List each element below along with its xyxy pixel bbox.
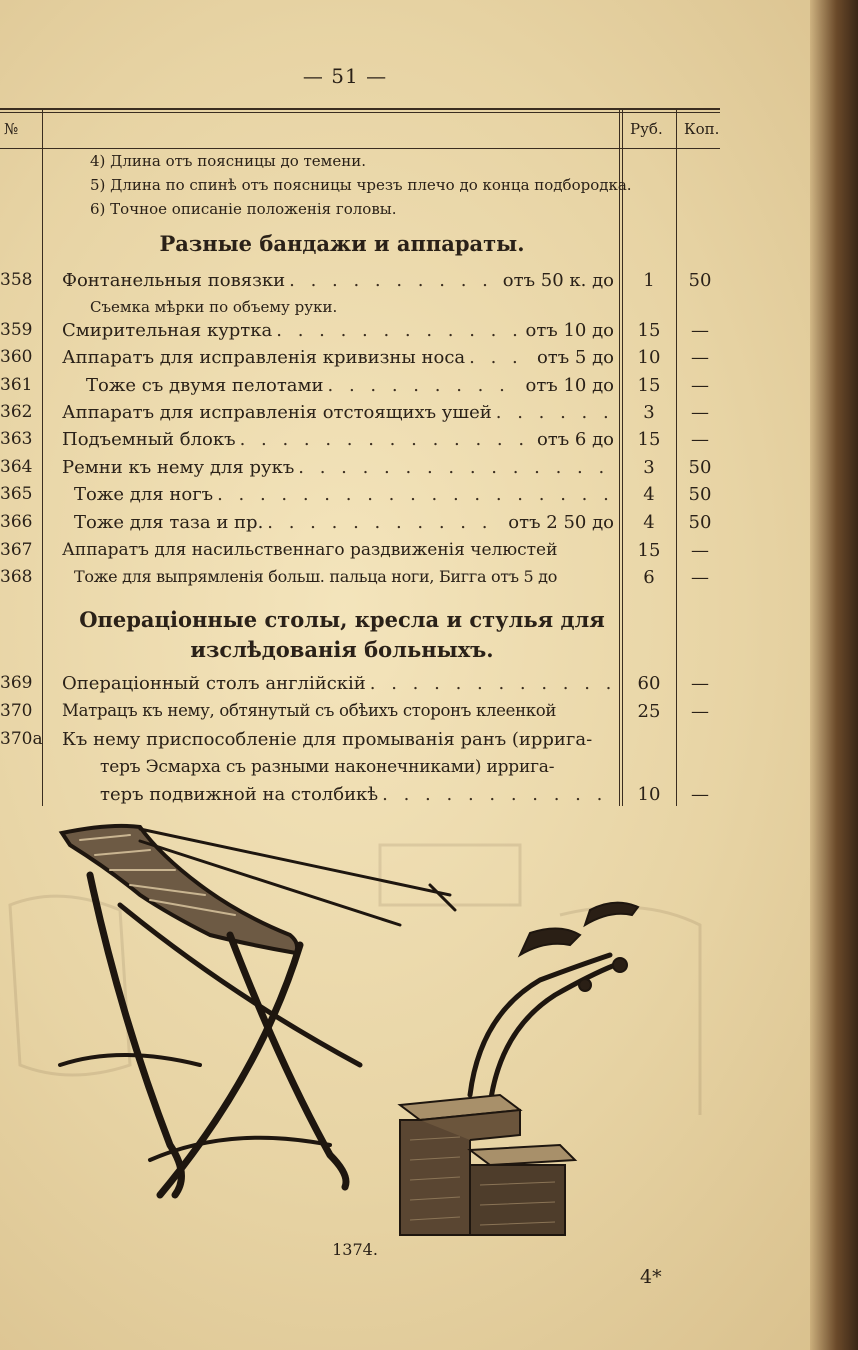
item-text: Тоже для ногъ xyxy=(74,484,214,505)
intro-line-5: 5) Длина по спинѣ отъ поясницы чрезъ плечо до конца подбородка. xyxy=(90,176,632,194)
table-row xyxy=(0,701,720,727)
item-range: отъ 2 50 до xyxy=(508,512,614,533)
table-row xyxy=(0,540,720,566)
leader-dots xyxy=(276,320,521,341)
item-text: Тоже для выпрямленія больш. пальца ноги, Бигга отъ 5 до xyxy=(74,567,558,586)
item-number: 367 xyxy=(0,540,33,560)
table-row xyxy=(0,270,720,296)
item-note: Съемка мѣрки по объему руки. xyxy=(90,298,338,316)
leader-dots xyxy=(267,512,504,533)
item-description xyxy=(62,402,614,423)
item-text: Къ нему приспособленіе для промыванія ранъ (ирригa- xyxy=(62,729,593,750)
item-rub: 1 xyxy=(643,270,655,291)
item-rub: 3 xyxy=(643,457,655,478)
item-description-line1 xyxy=(62,729,614,750)
item-text: Тоже съ двумя пелотами xyxy=(86,375,324,396)
item-number: 370а xyxy=(0,729,43,749)
item-text: Подъемный блокъ xyxy=(62,429,236,450)
item-rub: 25 xyxy=(637,701,661,722)
item-rub: 10 xyxy=(637,784,661,805)
item-number: 368 xyxy=(0,567,33,587)
header-no: № xyxy=(4,120,19,138)
table-row-continued xyxy=(0,757,720,783)
book-gutter xyxy=(810,0,858,1350)
table-row xyxy=(0,402,720,428)
table-row-continued xyxy=(0,784,720,810)
item-kop: — xyxy=(691,347,709,368)
intro-line-4: 4) Длина отъ поясницы до темени. xyxy=(90,152,366,170)
item-text: Аппаратъ для насильственнаго раздвиженія челюстей xyxy=(62,540,558,560)
table-row xyxy=(0,320,720,346)
item-text: Смирительная куртка xyxy=(62,320,273,341)
item-description xyxy=(62,540,614,560)
item-number: 360 xyxy=(0,347,33,367)
table-row xyxy=(0,457,720,483)
section-heading-tables-line2: изслѣдованія больныхъ. xyxy=(190,637,494,662)
leader-dots xyxy=(217,484,610,505)
table-row xyxy=(0,375,720,401)
item-kop: — xyxy=(691,701,709,722)
item-range: отъ 6 до xyxy=(536,429,614,450)
item-description xyxy=(74,567,614,586)
item-number: 358 xyxy=(0,270,33,290)
item-kop: — xyxy=(691,375,709,396)
item-number: 369 xyxy=(0,673,33,693)
leader-dots xyxy=(370,673,610,694)
table-row xyxy=(0,512,720,538)
table-top-rule xyxy=(0,108,720,110)
item-kop: — xyxy=(691,784,709,805)
table-row xyxy=(0,484,720,510)
item-text: Фонтанельныя повязки xyxy=(62,270,286,291)
leader-dots xyxy=(382,784,610,805)
item-kop: 50 xyxy=(688,484,712,505)
item-description xyxy=(62,673,614,694)
operating-chair-illustration xyxy=(0,815,730,1240)
item-description xyxy=(74,484,614,505)
item-description xyxy=(74,512,614,533)
item-rub: 4 xyxy=(643,512,655,533)
item-description xyxy=(62,701,618,720)
item-text: Тоже для таза и пр. xyxy=(74,512,264,533)
item-kop: — xyxy=(691,673,709,694)
item-kop: 50 xyxy=(688,270,712,291)
item-text: теръ Эсмарха съ разными наконечниками) ирригa- xyxy=(100,757,555,777)
section-heading-tables-line1: Операціонные столы, кресла и стулья для xyxy=(79,607,605,632)
item-description xyxy=(62,320,614,341)
item-text: теръ подвижной на столбикѣ xyxy=(100,784,379,805)
header-bottom-rule xyxy=(0,148,720,149)
item-rub: 15 xyxy=(637,540,661,561)
item-rub: 6 xyxy=(643,567,655,588)
item-description xyxy=(62,347,614,368)
item-number: 359 xyxy=(0,320,33,340)
leader-dots xyxy=(496,402,610,423)
table-row xyxy=(0,729,720,755)
item-range: отъ 5 до xyxy=(536,347,614,368)
intro-line-6: 6) Точное описаніе положенія головы. xyxy=(90,200,397,218)
figure-caption: 1374. xyxy=(332,1240,378,1259)
item-rub: 15 xyxy=(637,375,661,396)
item-kop: — xyxy=(691,402,709,423)
item-text: Ремни къ нему для рукъ xyxy=(62,457,295,478)
item-kop: 50 xyxy=(688,512,712,533)
leader-dots xyxy=(469,347,533,368)
section-heading-bandages: Разные бандажи и аппараты. xyxy=(159,231,525,256)
item-text: Аппаратъ для исправленія отстоящихъ ушей xyxy=(62,402,492,423)
item-rub: 3 xyxy=(643,402,655,423)
header-kop: Коп. xyxy=(684,120,720,138)
leader-dots xyxy=(328,375,522,396)
item-number: 361 xyxy=(0,375,33,395)
item-description-line3 xyxy=(100,784,614,805)
item-number: 365 xyxy=(0,484,33,504)
table-row xyxy=(0,347,720,373)
item-number: 363 xyxy=(0,429,33,449)
page-number: — 51 — xyxy=(302,64,388,88)
item-kop: — xyxy=(691,320,709,341)
item-text: Аппаратъ для исправленія кривизны носа xyxy=(62,347,466,368)
item-rub: 15 xyxy=(637,429,661,450)
item-kop: 50 xyxy=(688,457,712,478)
item-text: Матрацъ къ нему, обтянутый съ обѣихъ сторонъ клеенкой xyxy=(62,701,557,720)
item-rub: 15 xyxy=(637,320,661,341)
item-description xyxy=(62,429,614,450)
item-text: Операціонный столъ англійскій xyxy=(62,673,366,694)
item-kop: — xyxy=(691,540,709,561)
item-description-line2 xyxy=(100,757,614,777)
item-description xyxy=(86,375,614,396)
item-rub: 10 xyxy=(637,347,661,368)
item-kop: — xyxy=(691,429,709,450)
item-number: 362 xyxy=(0,402,33,422)
table-row xyxy=(0,673,720,699)
item-range: отъ 10 до xyxy=(525,320,614,341)
item-number: 366 xyxy=(0,512,33,532)
signature-mark: 4* xyxy=(640,1266,662,1288)
item-number: 370 xyxy=(0,701,33,721)
table-row xyxy=(0,429,720,455)
leader-dots xyxy=(298,457,610,478)
item-description xyxy=(62,457,614,478)
table-row xyxy=(0,567,720,593)
item-range: отъ 50 к. до xyxy=(502,270,614,291)
header-rub: Руб. xyxy=(630,120,663,138)
item-rub: 4 xyxy=(643,484,655,505)
leader-dots xyxy=(240,429,533,450)
item-kop: — xyxy=(691,567,709,588)
item-description xyxy=(62,270,614,291)
item-number: 364 xyxy=(0,457,33,477)
item-rub: 60 xyxy=(637,673,661,694)
item-range: отъ 10 до xyxy=(525,375,614,396)
table-top-rule-thin xyxy=(0,112,720,113)
leader-dots xyxy=(289,270,499,291)
